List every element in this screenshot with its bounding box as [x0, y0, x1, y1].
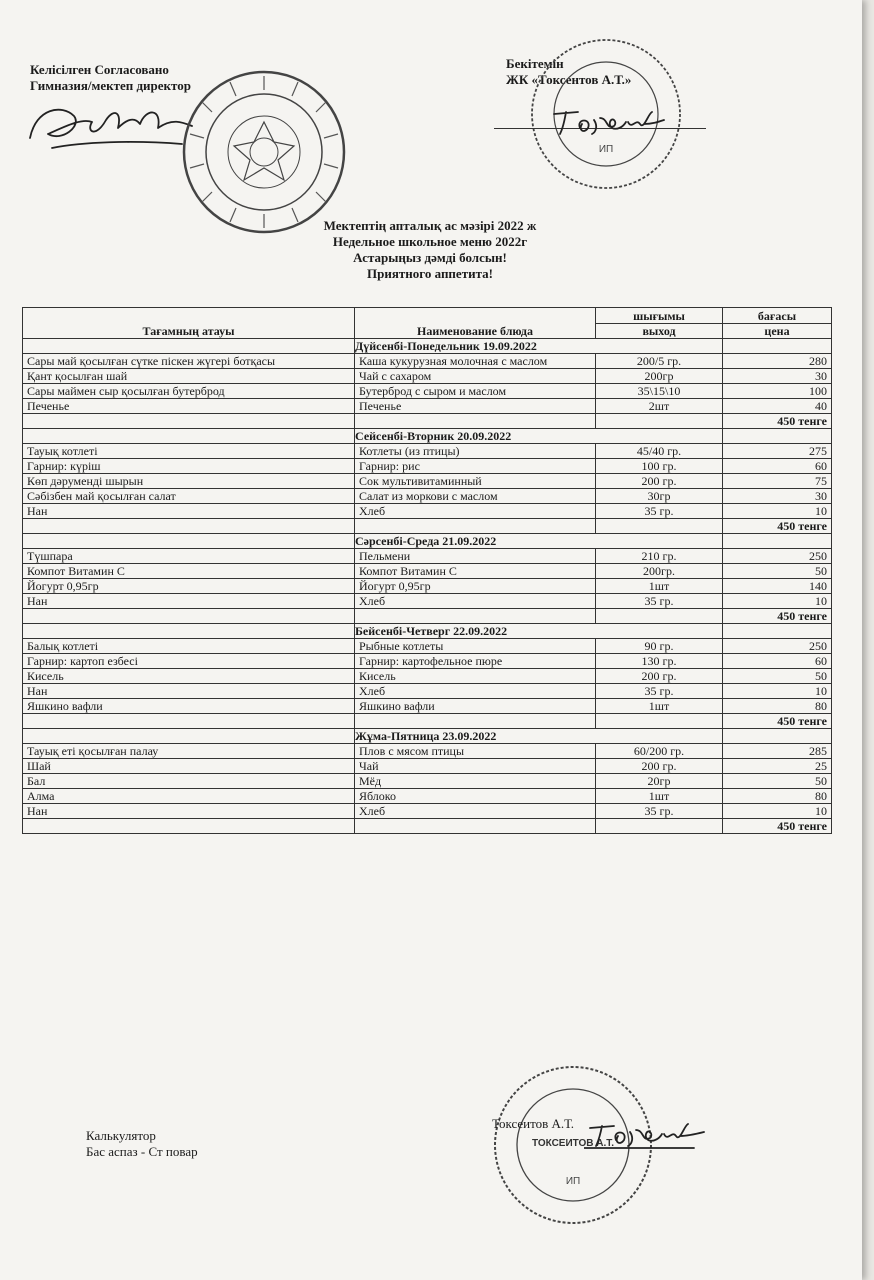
dish-name-kz: Гарнир: күріш: [23, 459, 355, 474]
dish-price: 30: [723, 489, 832, 504]
dish-price: 50: [723, 774, 832, 789]
header-price-ru: цена: [723, 323, 832, 339]
day-heading: Жұма-Пятница 23.09.2022: [355, 729, 723, 744]
dish-price: 60: [723, 459, 832, 474]
dish-price: 75: [723, 474, 832, 489]
total-spacer: [355, 819, 596, 834]
dish-name-kz: Сары май қосылған сүтке піскен жүгері ботқасы: [23, 354, 355, 369]
dish-name-ru: Йогурт 0,95гр: [355, 579, 596, 594]
dish-name-ru: Хлеб: [355, 684, 596, 699]
menu-item-row: [23, 459, 832, 474]
school-stamp: [180, 68, 348, 236]
footer-left: [86, 1128, 198, 1160]
menu-item-row: [23, 594, 832, 609]
dish-yield: 35 гр.: [596, 684, 723, 699]
dish-yield: 200гр: [596, 369, 723, 384]
total-spacer: [355, 714, 596, 729]
dish-name-kz: Кисель: [23, 669, 355, 684]
ip-stamp-bottom-label: ИП: [565, 1176, 581, 1187]
manager-signature: [548, 104, 668, 138]
dish-name-ru: Хлеб: [355, 594, 596, 609]
day-total: 450 тенге: [723, 819, 832, 834]
dish-name-kz: Алма: [23, 789, 355, 804]
day-total-row: [23, 819, 832, 834]
header-yield-ru: выход: [596, 323, 723, 339]
dish-yield: 35\15\10: [596, 384, 723, 399]
dish-name-kz: Қант қосылған шай: [23, 369, 355, 384]
day-heading-row: [23, 729, 832, 744]
dish-yield: 1шт: [596, 579, 723, 594]
header-yield-kz: шығымы: [596, 308, 723, 324]
total-spacer: [355, 519, 596, 534]
dish-price: 140: [723, 579, 832, 594]
dish-yield: 35 гр.: [596, 594, 723, 609]
menu-item-row: [23, 774, 832, 789]
dish-yield: 35 гр.: [596, 804, 723, 819]
day-total: 450 тенге: [723, 714, 832, 729]
day-heading-spacer: [23, 729, 355, 744]
dish-name-ru: Яшкино вафли: [355, 699, 596, 714]
dish-name-kz: Тауық котлеті: [23, 444, 355, 459]
dish-yield: 210 гр.: [596, 549, 723, 564]
dish-yield: 60/200 гр.: [596, 744, 723, 759]
dish-price: 25: [723, 759, 832, 774]
menu-item-row: [23, 444, 832, 459]
dish-price: 100: [723, 384, 832, 399]
footer-calculator: Калькулятор: [86, 1128, 156, 1143]
dish-name-ru: Яблоко: [355, 789, 596, 804]
dish-price: 30: [723, 369, 832, 384]
dish-name-kz: Нан: [23, 684, 355, 699]
dish-price: 80: [723, 789, 832, 804]
day-heading-spacer: [723, 729, 832, 744]
dish-name-kz: Сәбізбен май қосылған салат: [23, 489, 355, 504]
day-total-row: [23, 519, 832, 534]
total-spacer: [23, 519, 355, 534]
total-spacer: [596, 714, 723, 729]
dish-price: 40: [723, 399, 832, 414]
header-price-kz: бағасы: [723, 308, 832, 324]
menu-item-row: [23, 399, 832, 414]
dish-name-kz: Нан: [23, 594, 355, 609]
dish-name-ru: Мёд: [355, 774, 596, 789]
menu-item-row: [23, 684, 832, 699]
dish-name-ru: Плов с мясом птицы: [355, 744, 596, 759]
dish-yield: 1шт: [596, 789, 723, 804]
dish-yield: 200 гр.: [596, 759, 723, 774]
approval-left-line1: Келісілген Согласовано: [30, 62, 169, 77]
table-header-row: [23, 308, 832, 324]
dish-yield: 200гр.: [596, 564, 723, 579]
day-heading-row: [23, 624, 832, 639]
title-line4: Приятного аппетита!: [367, 266, 493, 281]
approval-left-line2: Гимназия/мектеп директор: [30, 78, 191, 93]
menu-item-row: [23, 654, 832, 669]
dish-price: 60: [723, 654, 832, 669]
day-total-row: [23, 609, 832, 624]
approval-block-left: [30, 62, 191, 94]
menu-item-row: [23, 579, 832, 594]
dish-name-ru: Чай с сахаром: [355, 369, 596, 384]
dish-yield: 35 гр.: [596, 504, 723, 519]
dish-name-ru: Пельмени: [355, 549, 596, 564]
total-spacer: [596, 609, 723, 624]
dish-name-ru: Сок мультивитаминный: [355, 474, 596, 489]
approval-right-line2: ЖК «Токсентов А.Т.»: [506, 72, 632, 87]
dish-name-kz: Сары маймен сыр қосылған бутерброд: [23, 384, 355, 399]
title-line1: Мектептің апталық ас мәзірі 2022 ж: [323, 218, 537, 233]
dish-yield: 200/5 гр.: [596, 354, 723, 369]
menu-item-row: [23, 384, 832, 399]
day-heading: Бейсенбі-Четверг 22.09.2022: [355, 624, 723, 639]
day-heading: Дүйсенбі-Понедельник 19.09.2022: [355, 339, 723, 354]
menu-item-row: [23, 789, 832, 804]
dish-name-ru: Бутерброд с сыром и маслом: [355, 384, 596, 399]
total-spacer: [596, 819, 723, 834]
day-heading-spacer: [723, 624, 832, 639]
total-spacer: [596, 414, 723, 429]
menu-item-row: [23, 744, 832, 759]
dish-name-kz: Печенье: [23, 399, 355, 414]
dish-price: 250: [723, 639, 832, 654]
dish-yield: 200 гр.: [596, 669, 723, 684]
day-heading-spacer: [23, 624, 355, 639]
dish-price: 10: [723, 684, 832, 699]
day-heading-spacer: [723, 429, 832, 444]
dish-name-ru: Чай: [355, 759, 596, 774]
dish-price: 10: [723, 804, 832, 819]
day-heading-spacer: [723, 339, 832, 354]
menu-item-row: [23, 759, 832, 774]
menu-table: [22, 307, 832, 834]
menu-item-row: [23, 504, 832, 519]
ip-stamp-top-label: ИП: [598, 144, 614, 155]
total-spacer: [355, 609, 596, 624]
dish-name-ru: Хлеб: [355, 804, 596, 819]
dish-price: 275: [723, 444, 832, 459]
total-spacer: [23, 819, 355, 834]
dish-price: 10: [723, 504, 832, 519]
day-heading-spacer: [23, 534, 355, 549]
menu-item-row: [23, 669, 832, 684]
menu-item-row: [23, 699, 832, 714]
dish-price: 10: [723, 594, 832, 609]
dish-yield: 2шт: [596, 399, 723, 414]
footer-right-name: Токсеитов А.Т.: [492, 1116, 575, 1131]
day-heading-spacer: [723, 534, 832, 549]
header-name-kz: Тағамның атауы: [23, 308, 355, 339]
dish-price: 285: [723, 744, 832, 759]
dish-name-kz: Йогурт 0,95гр: [23, 579, 355, 594]
footer-signature: [584, 1120, 708, 1150]
day-heading: Сейсенбі-Вторник 20.09.2022: [355, 429, 723, 444]
day-heading-spacer: [23, 429, 355, 444]
dish-name-ru: Хлеб: [355, 504, 596, 519]
menu-item-row: [23, 804, 832, 819]
total-spacer: [23, 714, 355, 729]
menu-item-row: [23, 639, 832, 654]
dish-name-ru: Компот Витамин С: [355, 564, 596, 579]
dish-price: 80: [723, 699, 832, 714]
dish-yield: 90 гр.: [596, 639, 723, 654]
day-heading-row: [23, 339, 832, 354]
dish-yield: 45/40 гр.: [596, 444, 723, 459]
dish-name-ru: Каша кукурузная молочная с маслом: [355, 354, 596, 369]
day-heading-row: [23, 429, 832, 444]
day-heading: Сәрсенбі-Среда 21.09.2022: [355, 534, 723, 549]
footer-chef: Бас аспаз - Ст повар: [86, 1144, 198, 1159]
dish-name-kz: Нан: [23, 804, 355, 819]
dish-yield: 100 гр.: [596, 459, 723, 474]
dish-name-ru: Гарнир: картофельное пюре: [355, 654, 596, 669]
ip-stamp-bottom-name: ТОКСЕИТОВ А.Т.: [531, 1138, 615, 1149]
dish-name-kz: Тауық еті қосылған палау: [23, 744, 355, 759]
header-name-ru: Наименование блюда: [355, 308, 596, 339]
menu-item-row: [23, 369, 832, 384]
dish-name-kz: Түшпара: [23, 549, 355, 564]
approval-right-line1: Бекітемін: [506, 56, 564, 71]
menu-item-row: [23, 549, 832, 564]
day-heading-row: [23, 534, 832, 549]
dish-price: 250: [723, 549, 832, 564]
dish-name-kz: Яшкино вафли: [23, 699, 355, 714]
dish-name-ru: Кисель: [355, 669, 596, 684]
day-total: 450 тенге: [723, 414, 832, 429]
dish-yield: 30гр: [596, 489, 723, 504]
day-total-row: [23, 714, 832, 729]
dish-yield: 200 гр.: [596, 474, 723, 489]
day-total: 450 тенге: [723, 609, 832, 624]
menu-item-row: [23, 354, 832, 369]
total-spacer: [596, 519, 723, 534]
dish-name-ru: Гарнир: рис: [355, 459, 596, 474]
dish-name-ru: Котлеты (из птицы): [355, 444, 596, 459]
dish-name-kz: Компот Витамин С: [23, 564, 355, 579]
menu-item-row: [23, 474, 832, 489]
dish-name-kz: Гарнир: картоп езбесі: [23, 654, 355, 669]
dish-name-ru: Печенье: [355, 399, 596, 414]
dish-price: 280: [723, 354, 832, 369]
dish-name-kz: Бал: [23, 774, 355, 789]
dish-yield: 130 гр.: [596, 654, 723, 669]
dish-yield: 1шт: [596, 699, 723, 714]
total-spacer: [23, 609, 355, 624]
dish-name-ru: Салат из моркови с маслом: [355, 489, 596, 504]
menu-item-row: [23, 564, 832, 579]
total-spacer: [23, 414, 355, 429]
day-heading-spacer: [23, 339, 355, 354]
title-line3: Астарыңыз дәмді болсын!: [353, 250, 507, 265]
dish-price: 50: [723, 564, 832, 579]
total-spacer: [355, 414, 596, 429]
menu-item-row: [23, 489, 832, 504]
day-total: 450 тенге: [723, 519, 832, 534]
dish-name-kz: Шай: [23, 759, 355, 774]
dish-yield: 20гр: [596, 774, 723, 789]
dish-name-kz: Көп дәрумендi шырын: [23, 474, 355, 489]
menu-title-block: [0, 218, 860, 282]
dish-name-kz: Нан: [23, 504, 355, 519]
dish-name-ru: Рыбные котлеты: [355, 639, 596, 654]
day-total-row: [23, 414, 832, 429]
title-line2: Недельное школьное меню 2022г: [332, 234, 528, 249]
dish-price: 50: [723, 669, 832, 684]
dish-name-kz: Балық котлеті: [23, 639, 355, 654]
